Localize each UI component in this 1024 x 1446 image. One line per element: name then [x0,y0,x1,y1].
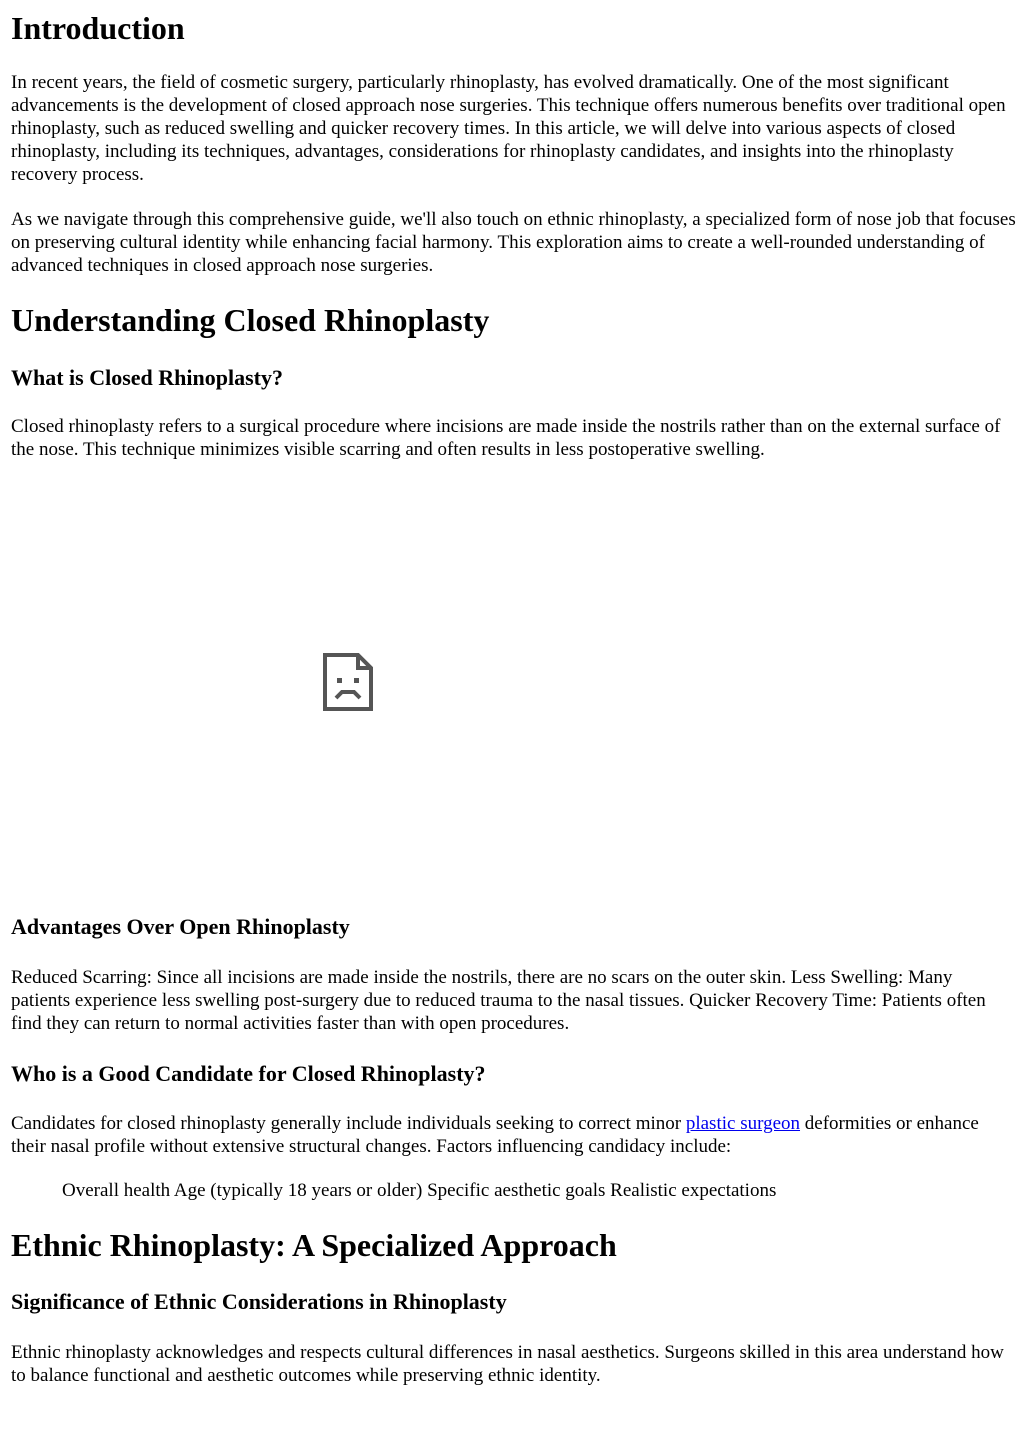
candidacy-factors-list: Overall health Age (typically 18 years or older) Specific aesthetic goals Realistic expectations [62,1180,777,1201]
advantages-paragraph: Reduced Scarring: Since all incisions are made inside the nostrils, there are no scars on the outer skin. Less Swelling: Many patients experience less swelling post-surgery due to reduced trauma to the nasal tissues. Quicker Recovery Time: Patients often find they can return to normal activities faster than with open procedures. [11,967,986,1034]
what-is-paragraph: Closed rhinoplasty refers to a surgical procedure where incisions are made inside the nostrils rather than on the external surface of the nose. This technique minimizes visible scarring and often results in less postoperative swelling. [11,416,1001,460]
candidate-text-after: deformities or enhance their nasal profile without extensive structural changes. Factors influencing candidacy include: [11,1113,979,1157]
understanding-heading: Understanding Closed Rhinoplasty [11,302,490,338]
ethnic-heading: Ethnic Rhinoplasty: A Specialized Approach [11,1227,617,1263]
candidate-heading: Who is a Good Candidate for Closed Rhinoplasty? [11,1061,486,1086]
ethnic-significance-heading: Significance of Ethnic Considerations in Rhinoplasty [11,1289,507,1314]
intro-paragraph-2: As we navigate through this comprehensive guide, we'll also touch on ethnic rhinoplasty, a specialized form of nose job that focuses on preserving cultural identity while enhancing facial harmony. This exploration aims to create a well-rounded understanding of advanced techniques in closed approach nose surgeries. [11,209,1016,276]
broken-image-icon [322,652,374,712]
candidate-text-before: Candidates for closed rhinoplasty generally include individuals seeking to correct minor [11,1113,686,1134]
advantages-heading: Advantages Over Open Rhinoplasty [11,914,350,939]
candidate-paragraph [11,1112,1016,1158]
plastic-surgeon-link[interactable]: plastic surgeon [685,1113,801,1134]
intro-paragraph-1: In recent years, the field of cosmetic surgery, particularly rhinoplasty, has evolved dramatically. One of the most significant advancements is the development of closed approach nose surgeries. This technique offers numerous benefits over traditional open rhinoplasty, such as reduced swelling and quicker recovery times. In this article, we will delve into various aspects of closed rhinoplasty, including its techniques, advantages, considerations for rhinoplasty candidates, and insights into the rhinoplasty recovery process. [11,72,1006,185]
ethnic-significance-paragraph: Ethnic rhinoplasty acknowledges and respects cultural differences in nasal aesthetics. Surgeons skilled in this area understand how to balance functional and aesthetic outcomes while preserving ethnic identity. [11,1342,1004,1386]
intro-heading: Introduction [11,10,185,46]
what-is-heading: What is Closed Rhinoplasty? [11,365,284,390]
